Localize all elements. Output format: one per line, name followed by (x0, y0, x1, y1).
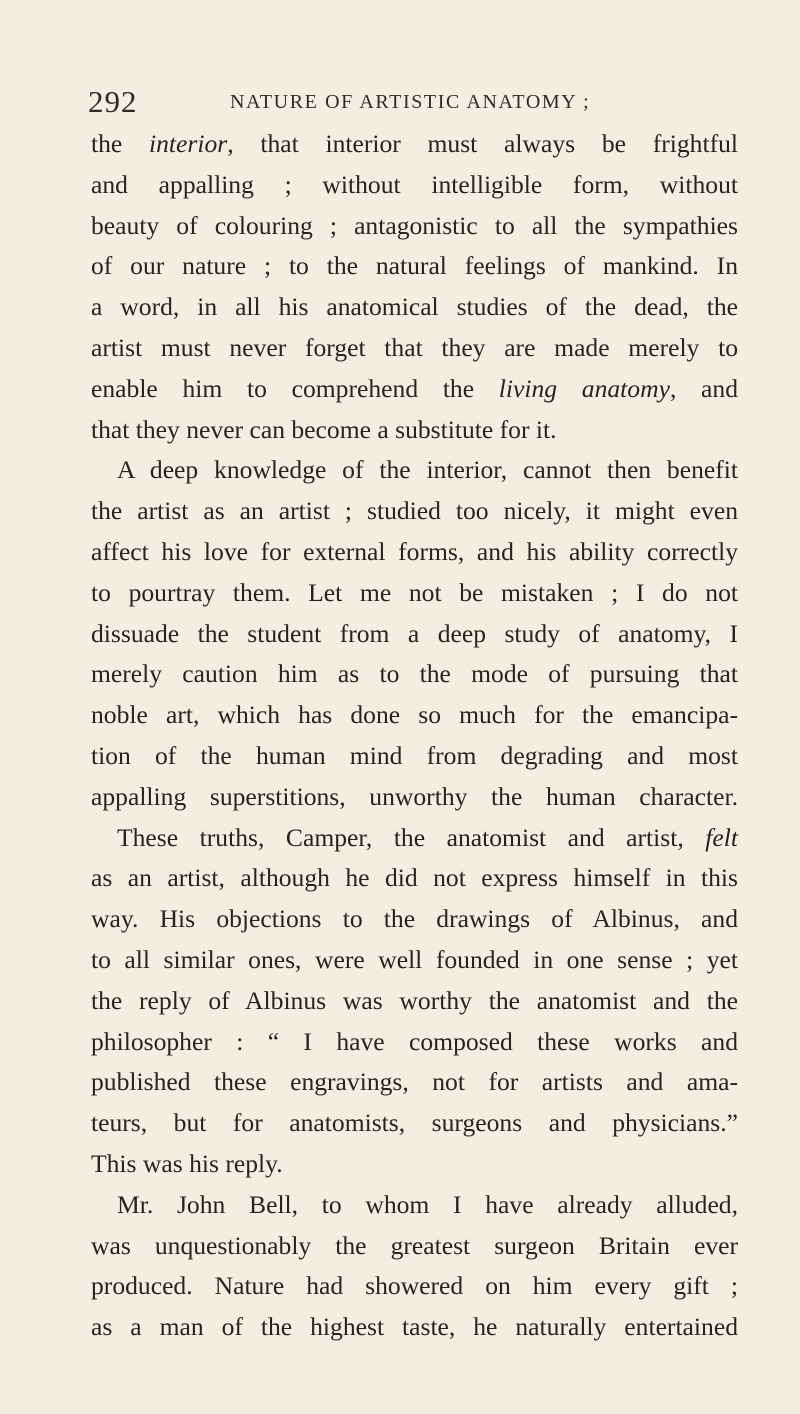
text-run: and appalling ; without intelligible form, without (91, 169, 738, 199)
text-run: noble art, which has done so much for the emancipa- (91, 700, 738, 730)
text-line (91, 165, 738, 206)
text-line (91, 654, 738, 695)
text-line (91, 1307, 738, 1348)
text-line (91, 573, 738, 614)
text-run: the (91, 129, 149, 158)
text-line (91, 328, 738, 369)
text-run: beauty of colouring ; antagonistic to all the sympathies (91, 210, 738, 240)
page-header (88, 84, 718, 124)
text-run: was unquestionably the greatest surgeon Britain ever (91, 1230, 738, 1260)
text-run: philosopher : “ I have composed these works and (91, 1026, 738, 1056)
text-run: produced. Nature had showered on him every gift ; (91, 1271, 738, 1301)
text-line (91, 287, 738, 328)
text-run: of our nature ; to the natural feelings of mankind. In (91, 251, 738, 281)
text-run: artist must never forget that they are made merely to (91, 332, 738, 362)
text-run: , that interior must always be frightful (227, 129, 738, 158)
text-line (91, 1185, 738, 1226)
text-line (91, 1266, 738, 1307)
text-run: to all similar ones, were well founded in one sense ; yet (91, 944, 738, 974)
text-line (91, 410, 738, 451)
italic-text: felt (705, 822, 738, 852)
text-run: teurs, but for anatomists, surgeons and physicians.” (91, 1108, 738, 1138)
text-line (91, 695, 738, 736)
text-line (91, 736, 738, 777)
italic-text: living anatomy (498, 373, 670, 403)
text-run: as an artist, although he did not express himself in this (91, 863, 738, 893)
text-line (91, 246, 738, 287)
text-line (91, 206, 738, 247)
text-line (91, 369, 738, 410)
text-run: that they never can become a substitute for it. (91, 414, 557, 444)
page-number: 292 (88, 84, 138, 119)
text-run: to pourtray them. Let me not be mistaken ; I do not (91, 577, 738, 607)
text-run: , and (669, 373, 738, 403)
text-run: the reply of Albinus was worthy the anatomist and the (91, 985, 738, 1015)
text-run: This was his reply. (91, 1148, 283, 1178)
text-run: dissuade the student from a deep study of anatomy, I (91, 618, 738, 648)
text-run: as a man of the highest taste, he naturally entertained (91, 1312, 738, 1342)
italic-text: interior (149, 129, 228, 158)
text-run: affect his love for external forms, and his ability correctly (91, 536, 738, 566)
text-run: enable him to comprehend the (91, 373, 499, 403)
text-run: merely caution him as to the mode of pursuing that (91, 659, 738, 689)
text-run: A deep knowledge of the interior, cannot then benefit (117, 455, 738, 485)
text-line (91, 940, 738, 981)
text-line (91, 777, 738, 818)
text-line (91, 491, 738, 532)
text-run: a word, in all his anatomical studies of the dead, the (91, 292, 738, 322)
text-line (91, 532, 738, 573)
text-line (91, 450, 738, 491)
text-line (91, 818, 738, 859)
text-line (91, 1062, 738, 1103)
running-title: NATURE OF ARTISTIC ANATOMY ; (230, 91, 591, 113)
text-run: Mr. John Bell, to whom I have already alluded, (117, 1189, 738, 1219)
text-line (91, 981, 738, 1022)
text-run: These truths, Camper, the anatomist and artist, (117, 822, 706, 852)
text-run: published these engravings, not for artists and ama- (91, 1067, 738, 1097)
text-line (91, 858, 738, 899)
text-line (91, 1226, 738, 1267)
body-text (91, 124, 738, 1348)
text-line (91, 614, 738, 655)
text-run: way. His objections to the drawings of Albinus, and (91, 904, 738, 934)
text-run: the artist as an artist ; studied too nicely, it might even (91, 496, 738, 526)
text-line (91, 1144, 738, 1185)
text-line (91, 124, 738, 165)
text-run: appalling superstitions, unworthy the human character. (91, 781, 738, 811)
text-line (91, 1103, 738, 1144)
text-line (91, 899, 738, 940)
text-run: tion of the human mind from degrading and most (91, 740, 738, 770)
text-line (91, 1022, 738, 1063)
